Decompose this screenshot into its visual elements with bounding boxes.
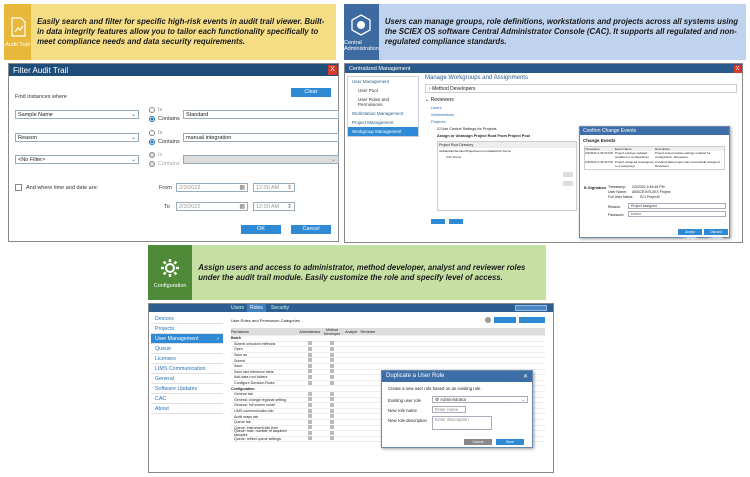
nav-user-management[interactable]: User Management › <box>151 334 223 344</box>
permission-checkbox[interactable] <box>308 341 312 345</box>
configuration-description: Assign users and access to administrator, method developer, analyst and reviewer roles under the audit trail module. Easily customize the role and specify level of access. <box>198 262 526 282</box>
subitem-projects[interactable]: Projects <box>431 119 446 124</box>
table-row: Audit maps tab <box>231 414 545 420</box>
dialog-title: Duplicate a User Role ✕ <box>382 371 532 382</box>
dialog-title: Filter Audit Trail <box>13 65 69 75</box>
full-label: Full User Name: <box>608 195 634 199</box>
document-chart-icon <box>7 16 29 38</box>
nav-general[interactable]: General <box>151 374 223 384</box>
contains-radio-3[interactable] <box>149 161 155 167</box>
confirm-change-events-dialog <box>579 126 730 238</box>
permission-checkbox[interactable] <box>330 397 334 401</box>
tab-users[interactable]: Users <box>231 305 245 311</box>
permission-checkbox[interactable] <box>330 347 334 351</box>
table-row[interactable]: 2/3/2022 4:46:00 PM Project settings updated (enabled or configuration) Project-based update settings enabled for configuration: Reviewers <box>585 151 711 159</box>
permission-checkbox[interactable] <box>308 358 312 362</box>
table-row: Save <box>231 364 545 370</box>
window-titlebar <box>345 64 742 73</box>
esig-label: E-Signature <box>584 185 607 190</box>
duplicate-role-dialog <box>381 370 533 448</box>
permission-checkbox[interactable] <box>330 436 334 440</box>
audit-trail-tile-label: Audit Trail <box>5 42 30 48</box>
assign-label: Assign or Unassign Project Root From Project Pool <box>437 134 531 138</box>
permission-checkbox[interactable] <box>308 409 312 413</box>
permission-checkbox[interactable] <box>308 420 312 424</box>
chevron-down-icon: ⌄ <box>130 135 136 141</box>
events-table <box>584 146 725 170</box>
tree-path[interactable]: \\datatraflenbunden\Projects\env.com\data\CAC Demo <box>439 149 512 153</box>
configuration-tile <box>148 245 192 300</box>
nav-about[interactable]: About <box>151 404 223 414</box>
permission-checkbox[interactable] <box>308 381 312 385</box>
is-radio-2[interactable] <box>149 130 155 136</box>
permission-checkbox[interactable] <box>330 358 334 362</box>
permission-checkbox[interactable] <box>330 353 334 357</box>
close-button[interactable]: X <box>328 65 337 75</box>
find-label: Find instances where <box>15 94 67 100</box>
value-input-3[interactable] <box>183 155 339 164</box>
permission-checkbox[interactable] <box>308 403 312 407</box>
permission-checkbox[interactable] <box>308 375 312 379</box>
table-row: Submit unlocked methods <box>231 342 545 348</box>
permission-checkbox[interactable] <box>308 347 312 351</box>
field-select-2[interactable]: Reason ⌄ <box>15 133 139 142</box>
permission-checkbox[interactable] <box>330 414 334 418</box>
time-filter-checkbox[interactable] <box>15 184 22 191</box>
permission-checkbox[interactable] <box>330 341 334 345</box>
table-row: Configure Decision Rules <box>231 381 545 387</box>
audit-trail-tile <box>4 4 31 60</box>
from-time-input[interactable]: 12:00 AM ⇕ <box>253 183 295 192</box>
role-select[interactable] <box>515 305 547 311</box>
page-heading: Manage Workgroups and Assignments <box>425 75 528 81</box>
to-time-input[interactable]: 12:00 AM ⇕ <box>253 202 295 211</box>
clear-button[interactable]: Clear <box>291 88 331 97</box>
new-desc-input[interactable]: Enter description <box>432 416 492 430</box>
ok-button[interactable]: OK <box>241 225 281 234</box>
accept-changes-button[interactable]: Accept Changes <box>678 229 702 235</box>
contains-radio-1[interactable] <box>149 116 155 122</box>
to-label: To <box>164 204 170 210</box>
save-button[interactable]: Save <box>496 439 524 445</box>
tree-leaf[interactable]: CAC Demo <box>446 155 462 159</box>
new-name-input[interactable]: Enter name <box>432 406 466 413</box>
sidebar-item-user-management[interactable]: User Management <box>352 79 390 84</box>
chevron-right-icon: › <box>217 336 219 343</box>
sidebar-item-user-roles[interactable]: User Roles and Permissions <box>358 97 390 107</box>
user-value: ABSCIEX\SCIEX Project <box>632 190 671 194</box>
table-row[interactable]: 2/3/2022 4:46:00 PM Project assigned unassigned to a workgroup A shared-data project was successfully assigned: Reviewers <box>585 160 721 168</box>
cac-tile-label: Central Administration <box>344 39 379 52</box>
sidebar-item-user-pool[interactable]: User Pool <box>358 88 378 93</box>
cancel-button[interactable] <box>449 219 463 224</box>
permissions-header: User Roles and Permission Categories <box>231 318 300 323</box>
project-tree <box>437 141 577 211</box>
assign-arrow-button[interactable] <box>563 172 573 177</box>
table-row: Save last reference table <box>231 370 545 376</box>
table-row: Open <box>231 347 545 353</box>
password-label: Password: <box>608 213 625 217</box>
nav-software-updates[interactable]: Software Updates <box>151 384 223 394</box>
time-filter-label: And where time and date are: <box>26 185 99 191</box>
is-label-2: Is <box>158 130 163 136</box>
spinner-icon[interactable]: ⇕ <box>286 204 292 210</box>
centralized-management-window <box>344 63 743 243</box>
nav-projects[interactable]: Projects <box>151 324 223 334</box>
permission-checkbox[interactable] <box>330 403 334 407</box>
unassign-arrow-button[interactable] <box>563 181 573 186</box>
chevron-down-icon: ⌄ <box>330 157 336 163</box>
table-row: General tab <box>231 392 545 398</box>
hexagon-icon <box>349 13 373 37</box>
contains-label-3: Contains <box>158 161 180 167</box>
permission-checkbox[interactable] <box>330 369 334 373</box>
central-settings-checkbox[interactable]: ☑ Use Central Settings for Projects <box>437 127 497 131</box>
chevron-down-icon: ⌄ <box>130 112 136 118</box>
gear-icon <box>159 257 181 279</box>
value-input-1[interactable]: Standard <box>183 110 339 119</box>
permission-checkbox[interactable] <box>308 436 312 440</box>
permission-checkbox[interactable] <box>330 392 334 396</box>
reason-label: Reason: <box>608 205 622 209</box>
existing-role-select[interactable]: ⚙ Administrator ⌄ <box>432 396 528 403</box>
permission-checkbox[interactable] <box>330 420 334 424</box>
subitem-workstations[interactable]: Workstations <box>431 112 455 117</box>
save-button[interactable] <box>431 219 445 224</box>
cac-description: Users can manage groups, role definitions, workstations and projects across all systems using the SCIEX OS software Central Administrator Console (CAC). It supports all regulated and non-regulated compliance standards. <box>384 17 738 46</box>
chevron-down-icon: ⌄ <box>521 397 525 402</box>
sidebar-item-project[interactable]: Project Management <box>352 120 394 125</box>
permission-checkbox[interactable] <box>330 364 334 368</box>
from-label: From <box>159 185 172 191</box>
admin-icon: ⚙ <box>435 397 441 402</box>
table-row: Queue: instrument idle time <box>231 426 545 432</box>
table-row: Queue: max. number of acquired samples <box>231 431 545 437</box>
ts-value: 2/3/2022 4:46:48 PM <box>632 185 665 189</box>
permission-checkbox[interactable] <box>330 425 334 429</box>
section-method-developers[interactable]: › Method Developers <box>425 84 737 93</box>
top-tabbar <box>149 304 553 312</box>
contains-radio-2[interactable] <box>149 139 155 145</box>
configuration-window <box>148 303 554 473</box>
user-label: User Name: <box>608 190 627 194</box>
audit-trail-banner <box>4 4 336 60</box>
table-row: Queue: reflect queue settings <box>231 437 545 443</box>
tab-security[interactable]: Security <box>271 305 290 311</box>
existing-role-label: Existing user role <box>388 398 421 403</box>
nav-devices[interactable]: Devices <box>151 314 223 324</box>
new-desc-label: New role description <box>388 418 427 423</box>
grid-header: Permission Administrator Method Developer Analyst Reviewer <box>231 328 545 336</box>
sidebar-item-workgroup[interactable]: Workgroup Management <box>348 127 418 136</box>
configuration-banner <box>148 245 546 300</box>
to-date-input[interactable]: 2/3/2022 ▦ <box>176 202 248 211</box>
configuration-tile-label: Configuration <box>153 282 187 289</box>
dialog-description: Create a new user role based on an existing role. <box>388 386 482 391</box>
permission-checkbox[interactable] <box>308 397 312 401</box>
section-reviewers[interactable]: ⌄ Reviewers <box>425 97 454 103</box>
permission-checkbox[interactable] <box>330 381 334 385</box>
nav-lims[interactable]: LIMS Communication <box>151 364 223 374</box>
cancel-button[interactable]: Cancel <box>464 439 492 445</box>
nav-queue[interactable]: Queue <box>151 344 223 354</box>
sidebar-item-workstation[interactable]: Workstation Management <box>352 111 404 116</box>
filter-audit-trail-dialog <box>8 63 339 242</box>
reason-input[interactable]: Project assigned <box>628 203 726 209</box>
add-role-button[interactable] <box>494 317 516 323</box>
table-row: LIMS communication tab <box>231 409 545 415</box>
subitem-users[interactable]: Users <box>431 105 442 110</box>
table-row: Queue tab <box>231 420 545 426</box>
calendar-icon[interactable]: ▦ <box>239 185 245 191</box>
permission-checkbox[interactable] <box>308 392 312 396</box>
is-label-1: Is <box>158 107 163 113</box>
tab-roles[interactable]: Roles <box>247 304 266 312</box>
dialog-titlebar <box>9 64 338 76</box>
value-input-2[interactable]: manual integration <box>183 133 339 142</box>
permission-checkbox[interactable] <box>308 425 312 429</box>
table-row: General: full screen mode <box>231 403 545 409</box>
is-radio-1[interactable] <box>149 107 155 113</box>
window-title: Centralized Management <box>349 65 411 72</box>
change-events-label: Change Events <box>583 138 616 143</box>
group-header[interactable]: Batch <box>231 336 545 342</box>
permission-checkbox[interactable] <box>308 364 312 368</box>
ts-label: Timestamp: <box>608 185 627 189</box>
cac-tile <box>344 4 379 60</box>
nav-licenses[interactable]: Licenses <box>151 354 223 364</box>
cancel-button[interactable]: Cancel <box>291 225 331 234</box>
table-row: General: change regional setting <box>231 398 545 404</box>
password-input[interactable]: •••••••• <box>628 211 726 217</box>
cac-banner <box>344 4 746 60</box>
chevron-down-icon: ⌄ <box>130 157 136 163</box>
close-button[interactable]: X <box>735 65 740 72</box>
permission-checkbox[interactable] <box>308 369 312 373</box>
nav-cac[interactable]: CAC <box>151 394 223 404</box>
table-row: Save as <box>231 353 545 359</box>
from-date-input[interactable]: 2/3/2022 ▦ <box>176 183 248 192</box>
is-label-3: Is <box>158 152 163 158</box>
field-select-1[interactable]: Sample Name ⌄ <box>15 110 139 119</box>
new-name-label: New role name <box>388 408 417 413</box>
settings-icon[interactable] <box>485 317 491 323</box>
permission-checkbox[interactable] <box>330 431 334 435</box>
discard-changes-button[interactable]: Discard Changes <box>704 229 728 235</box>
close-icon[interactable]: ✕ <box>522 374 528 380</box>
contains-label-1: Contains <box>158 116 180 122</box>
cac-sidebar <box>347 76 419 137</box>
table-header: Timestamp Event Name Description <box>585 147 724 151</box>
permission-checkbox[interactable] <box>330 409 334 413</box>
tree-header: Project Root Directory <box>438 142 576 148</box>
permission-checkbox[interactable] <box>330 375 334 379</box>
config-nav <box>151 314 223 414</box>
field-select-3[interactable]: <No Filter> ⌄ <box>15 155 139 164</box>
full-value: SCI Project3 <box>640 195 660 199</box>
duplicate-role-button[interactable] <box>519 317 545 323</box>
spinner-icon[interactable]: ⇕ <box>286 185 292 191</box>
contains-label-2: Contains <box>158 139 180 145</box>
dialog-title: Confirm Change Events <box>580 127 729 135</box>
table-row: Submit <box>231 358 545 364</box>
permission-checkbox[interactable] <box>308 414 312 418</box>
calendar-icon[interactable]: ▦ <box>239 204 245 210</box>
permission-checkbox[interactable] <box>308 353 312 357</box>
audit-trail-description: Easily search and filter for specific high-risk events in audit trail viewer. Built-in data integrity features allow you to tailor each functionality specifically to meet compliance needs and data security requirements. <box>37 17 325 46</box>
permission-checkbox[interactable] <box>308 431 312 435</box>
group-header[interactable]: Configuration <box>231 386 545 392</box>
is-radio-3[interactable] <box>149 152 155 158</box>
table-row: Add data root folders <box>231 375 545 381</box>
